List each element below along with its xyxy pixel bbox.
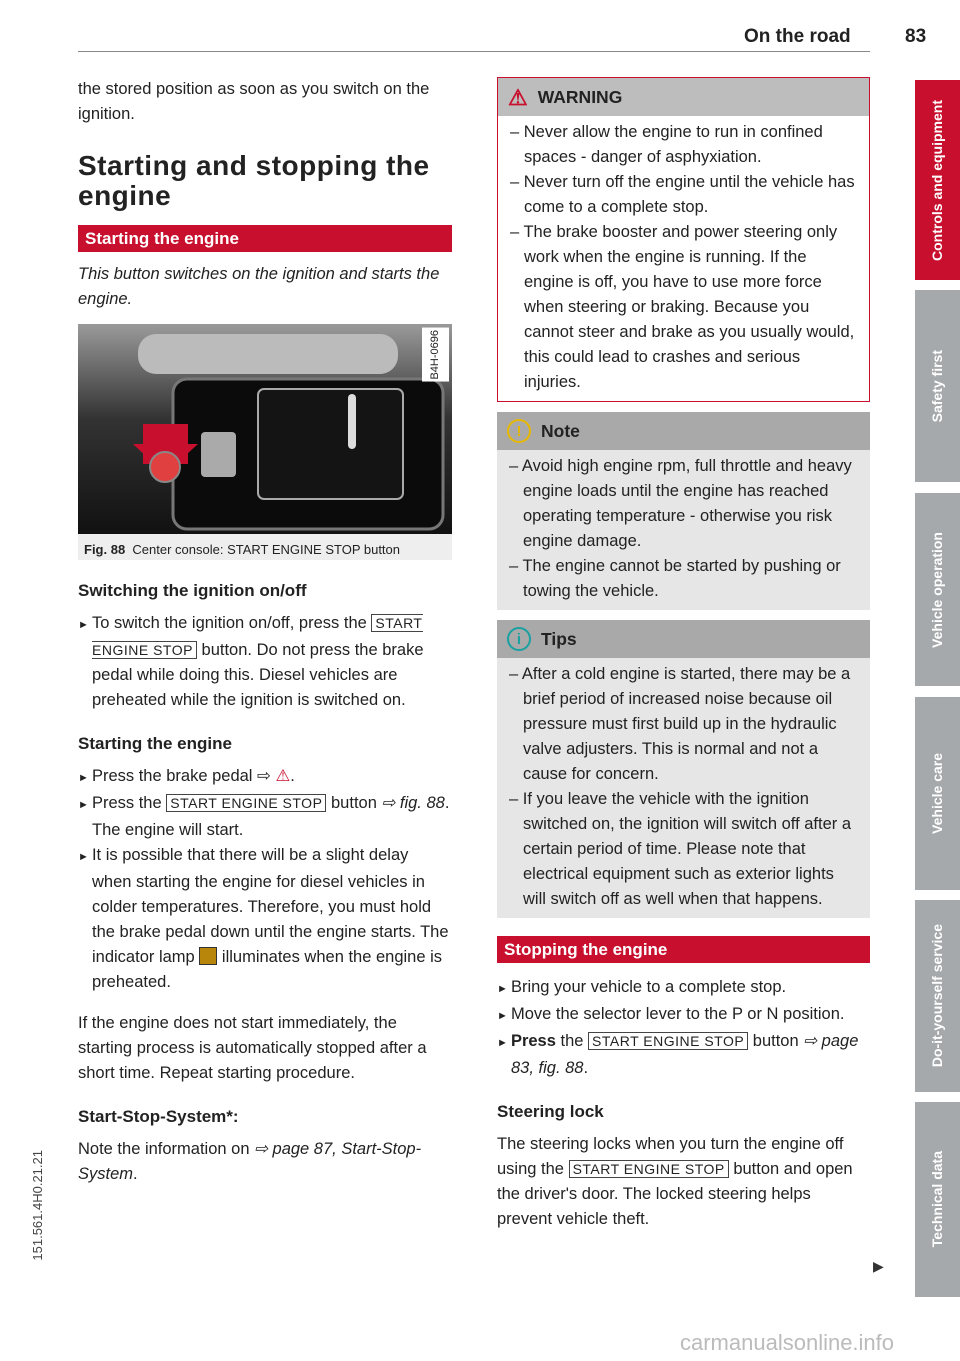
note-box (497, 412, 870, 610)
chapter-title: Starting and stopping the engine (78, 150, 430, 211)
cross-reference-link[interactable]: ⇨ fig. 88 (381, 794, 445, 812)
button-label-key: START ENGINE STOP (166, 794, 326, 812)
subheading: Switching the ignition on/off (78, 581, 307, 600)
text: . (583, 1059, 589, 1077)
text: If the engine does not start immediately, the starting process is automatically stopped after a short time. Repeat starting procedure. (78, 1014, 427, 1082)
paragraph (78, 1011, 452, 1086)
warning-item: – The brake booster and power steering only work when the engine is running. If the engine is off, you have to use more force when steering or braking. Because you cannot steer and brake as you usually would, this could lead to crashes and serious injuries. (508, 220, 859, 395)
text: . (290, 767, 295, 785)
bullet-item (78, 843, 452, 995)
tips-box (497, 620, 870, 918)
bullet-item (78, 791, 452, 843)
warning-title: WARNING (537, 86, 623, 107)
text: Press the (91, 794, 167, 812)
right-column (497, 77, 870, 1232)
chapter-tab-label: Do-it-yourself service (929, 924, 945, 1068)
subheading: Starting the engine (78, 734, 232, 753)
paragraph (78, 1137, 452, 1187)
text: button. Do not press the brake pedal while doing this. Diesel vehicles are preheated while the ignition is switched on. (92, 641, 424, 709)
watermark: carmanualsonline.info (680, 1330, 895, 1355)
cross-reference-link[interactable]: ⇨ page 87, Start-Stop-System (78, 1140, 422, 1183)
chapter-tab-label: Vehicle operation (929, 531, 945, 648)
section-bar: Starting the engine (78, 225, 452, 252)
chapter-tab[interactable] (915, 290, 960, 482)
text: Press the brake pedal ⇨ (91, 767, 276, 785)
carry-over-text: the stored position as soon as you switch on the ignition. (78, 80, 430, 123)
subheading: Start-Stop-System*: (78, 1107, 239, 1126)
button-label-key: START ENGINE STOP (588, 1032, 748, 1050)
text: Note the information on (78, 1140, 255, 1158)
bullet-item (78, 764, 452, 791)
text: button (748, 1032, 804, 1050)
text: Move the selector lever to the P or N position. (510, 1005, 845, 1023)
text: illuminates when the engine is preheated. (92, 948, 443, 991)
tips-item: – After a cold engine is started, there may be a brief period of increased noise because oil pressure must first build up in the hydraulic valve adjusters. This is normal and not a cause for concern. (507, 662, 860, 787)
left-column (78, 77, 452, 1187)
text: Bring your vehicle to a complete stop. (510, 978, 787, 996)
button-label-key: START ENGINE STOP (92, 615, 423, 658)
warning-box (497, 77, 870, 402)
note-item: – The engine cannot be started by pushing or towing the vehicle. (507, 554, 860, 604)
note-title: Note (541, 420, 580, 441)
text: . The engine will start. (92, 794, 450, 839)
info-icon: i (507, 627, 531, 651)
section-bar-stopping: Stopping the engine (497, 936, 870, 963)
tips-title: Tips (541, 628, 577, 649)
text: . (133, 1165, 138, 1183)
center-console-photo (78, 324, 452, 534)
note-header (497, 412, 870, 450)
chapter-tab[interactable] (915, 80, 960, 280)
bullet-item (78, 611, 452, 713)
header-divider (78, 51, 870, 52)
warning-icon: ⚠ (275, 767, 291, 785)
text: button and open the driver's door. The locked steering helps prevent vehicle theft. (497, 1160, 853, 1228)
paragraph (497, 1132, 870, 1232)
warning-header (498, 78, 869, 116)
chapter-tab-label: Vehicle care (929, 753, 945, 834)
warning-item: – Never allow the engine to run in confined spaces - danger of asphyxiation. (508, 120, 859, 170)
page-number: 83 (905, 26, 927, 47)
bullet-item (497, 975, 870, 1002)
note-item: – Avoid high engine rpm, full throttle and heavy engine loads until the engine has reached operating temperature - otherwise you risk engine damage. (507, 454, 860, 554)
left-sections (78, 578, 452, 1187)
glow-plug-lamp-icon (199, 947, 217, 965)
bullet-item (497, 1029, 870, 1081)
text: To switch the ignition on/off, press the (91, 614, 372, 632)
warning-body (498, 116, 869, 401)
tips-body (497, 658, 870, 918)
figure-caption (84, 537, 400, 562)
chapter-tab[interactable] (915, 900, 960, 1092)
note-body (497, 450, 870, 610)
chapter-tab-label: Technical data (929, 1151, 945, 1248)
warning-icon: ⚠ (508, 84, 528, 110)
chapter-tab[interactable] (915, 1102, 960, 1297)
text: It is possible that there will be a slight delay when starting the engine for diesel vehicles in colder temperatures. Therefore, you must hold the brake pedal down until the engine starts. The indicator lamp (91, 846, 449, 966)
tips-header (497, 620, 870, 658)
note-icon: ! (507, 419, 531, 443)
bullet-item (497, 1002, 870, 1029)
tips-item: – If you leave the vehicle with the ignition switched on, the ignition will switch off after a certain period of time. Please note that electrical equipment such as exterior lights will switch off as well when that happens. (507, 787, 860, 912)
button-label-key: START ENGINE STOP (569, 1160, 729, 1178)
continue-arrow-icon: ▶ (873, 1258, 884, 1274)
chapter-tab[interactable] (915, 697, 960, 890)
chapter-tab-label: Controls and equipment (929, 99, 945, 261)
stopping-steps (497, 975, 870, 1081)
bold-text: Press (510, 1032, 556, 1050)
warning-item: – Never turn off the engine until the vehicle has come to a complete stop. (508, 170, 859, 220)
figure (78, 324, 452, 560)
chapter-tab-label: Safety first (929, 349, 945, 423)
intro-text: This button switches on the ignition and starts the engine. (78, 265, 440, 308)
console-illustration (78, 324, 452, 534)
text: button (326, 794, 382, 812)
figure-caption-text: Center console: START ENGINE STOP button (132, 542, 401, 557)
figure-code: B4H-0696 (422, 328, 449, 382)
steering-lock-heading: Steering lock (497, 1102, 604, 1121)
steering-lock-text (497, 1132, 870, 1232)
document-id: 151.561.4H0.21.21 (30, 1150, 45, 1261)
text: the (555, 1032, 589, 1050)
text: The steering locks when you turn the engine off using the (497, 1135, 844, 1178)
cross-reference-link[interactable]: ⇨ page 83, fig. 88 (511, 1032, 859, 1077)
chapter-tab[interactable] (915, 493, 960, 686)
section-title: On the road (744, 26, 851, 47)
figure-label: Fig. 88 (84, 542, 126, 557)
